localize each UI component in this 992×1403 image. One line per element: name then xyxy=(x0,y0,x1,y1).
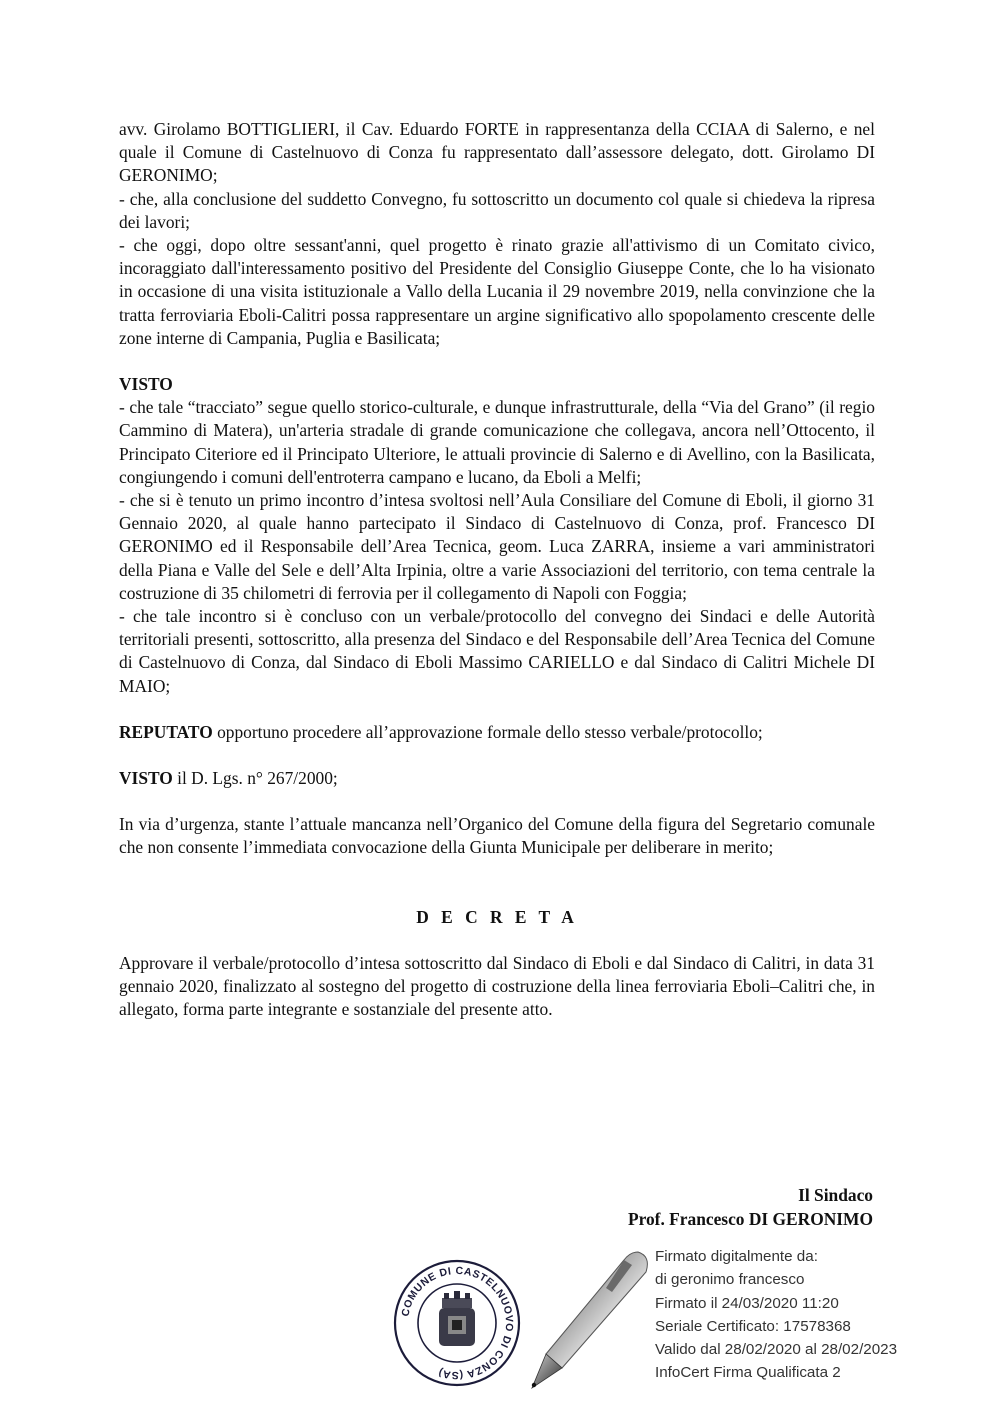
intro-paragraph-2: - che, alla conclusione del suddetto Convegno, fu sottoscritto un documento col quale si chiedeva la ripresa dei lavori; xyxy=(119,188,875,232)
visto-paragraph-3: - che tale incontro si è concluso con un verbale/protocollo del convegno dei Sindaci e delle Autorità territoriali presenti, sottoscritto, alla presenza del Sindaco e del Responsabile dell’Area Tecnica del Comune di Castelnuovo di Conza, dal Sindaco di Eboli Massimo CARIELLO e dal Sindaco di Calitri Michele DI MAIO; xyxy=(119,606,875,696)
cert-line-2: di geronimo francesco xyxy=(655,1271,805,1289)
cert-line-5: Valido dal 28/02/2020 al 28/02/2023 xyxy=(655,1341,898,1359)
visto-law-text: il D. Lgs. n° 267/2000; xyxy=(172,768,338,789)
visto-law-paragraph xyxy=(119,767,875,790)
urgency-paragraph: In via d’urgenza, stante l’attuale mancanza nell’Organico del Comune della figura del Segretario comunale che non consente l’immediata convocazione della Giunta Municipale per deliberare in merito; xyxy=(119,814,875,858)
signer-block xyxy=(560,1183,873,1231)
signer-role: Il Sindaco xyxy=(798,1185,873,1205)
reputato-label: REPUTATO xyxy=(119,721,213,742)
cert-line-4: Seriale Certificato: 17578368 xyxy=(655,1317,851,1335)
reputato-text: opportuno procedere all’approvazione formale dello stesso verbale/protocollo; xyxy=(212,721,763,742)
cert-line-3: Firmato il 24/03/2020 11:20 xyxy=(655,1294,839,1312)
signer-name: Prof. Francesco DI GERONIMO xyxy=(627,1209,873,1229)
visto-paragraph-2: - che si è tenuto un primo incontro d’intesa svoltosi nell’Aula Consiliare del Comune di Eboli, il giorno 31 Gennaio 2020, al quale hanno partecipato il Sindaco di Castelnuovo di Conza, prof. Francesco DI GERONIMO ed il Responsabile dell’Area Tecnica, geom. Luca ZARRA, insieme a vari amministratori della Piana e Valle del Sele e dell’Alta Irpinia, oltre a varie Associazioni del territorio, con tema centrale la costruzione di 35 chilometri di ferrovia per il collegamento di Napoli con Foggia; xyxy=(119,490,875,603)
visto-paragraph-1: - che tale “tracciato” segue quello storico-culturale, e dunque infrastrutturale, della “Via del Grano” (il regio Cammino di Matera), un'arteria stradale di grande comunicazione che collegava, ancora nell’Ottocento, il Principato Citeriore ed il Principato Ulteriore, le attuali provincie di Salerno e di Avellino, con la Basilicata, congiungendo i comuni dell'entroterra campano e lucano, da Eboli a Melfi; xyxy=(119,397,875,487)
cert-line-6: InfoCert Firma Qualificata 2 xyxy=(655,1364,841,1382)
decision-paragraph: Approvare il verbale/protocollo d’intesa sottoscritto dal Sindaco di Eboli e dal Sindaco di Calitri, in data 31 gennaio 2020, finalizzato al sostegno del progetto di costruzione della linea ferroviaria Eboli–Calitri che, in allegato, forma parte integrante e sostanziale del presente atto. xyxy=(119,952,875,1020)
visto-heading: VISTO xyxy=(119,374,173,395)
stamp-text: COMUNE DI CASTELNUOVO DI CONZA (SA) xyxy=(399,1264,516,1382)
intro-paragraph-3: - che oggi, dopo oltre sessant'anni, quel progetto è rinato grazie all'attivismo di un Comitato civico, incoraggiato dall'interessamento positivo del Presidente del Consiglio Giuseppe Conte, che lo ha visionato in occasione di una visita istituzionale a Vallo della Lucania il 29 novembre 2019, nella convinzione che la tratta ferroviaria Eboli-Calitri possa rappresentare un argine significativo allo spopolamento crescente delle zone interne di Campania, Puglia e Basilicata; xyxy=(119,235,875,348)
digital-signature-info xyxy=(655,1245,975,1385)
pen-icon xyxy=(520,1246,655,1396)
cert-line-1: Firmato digitalmente da: xyxy=(655,1248,818,1265)
intro-paragraph-1: avv. Girolamo BOTTIGLIERI, il Cav. Eduardo FORTE in rappresentanza della CCIAA di Salerno, e nel quale il Comune di Castelnuovo di Conza fu rappresentato dall’assessore delegato, dott. Girolamo DI GERONIMO; xyxy=(119,119,875,186)
decreta-heading: D E C R E T A xyxy=(416,906,578,927)
document-body xyxy=(119,118,875,1022)
visto-law-label: VISTO xyxy=(119,768,173,789)
reputato-paragraph xyxy=(119,721,875,744)
municipal-stamp-icon xyxy=(392,1258,522,1388)
